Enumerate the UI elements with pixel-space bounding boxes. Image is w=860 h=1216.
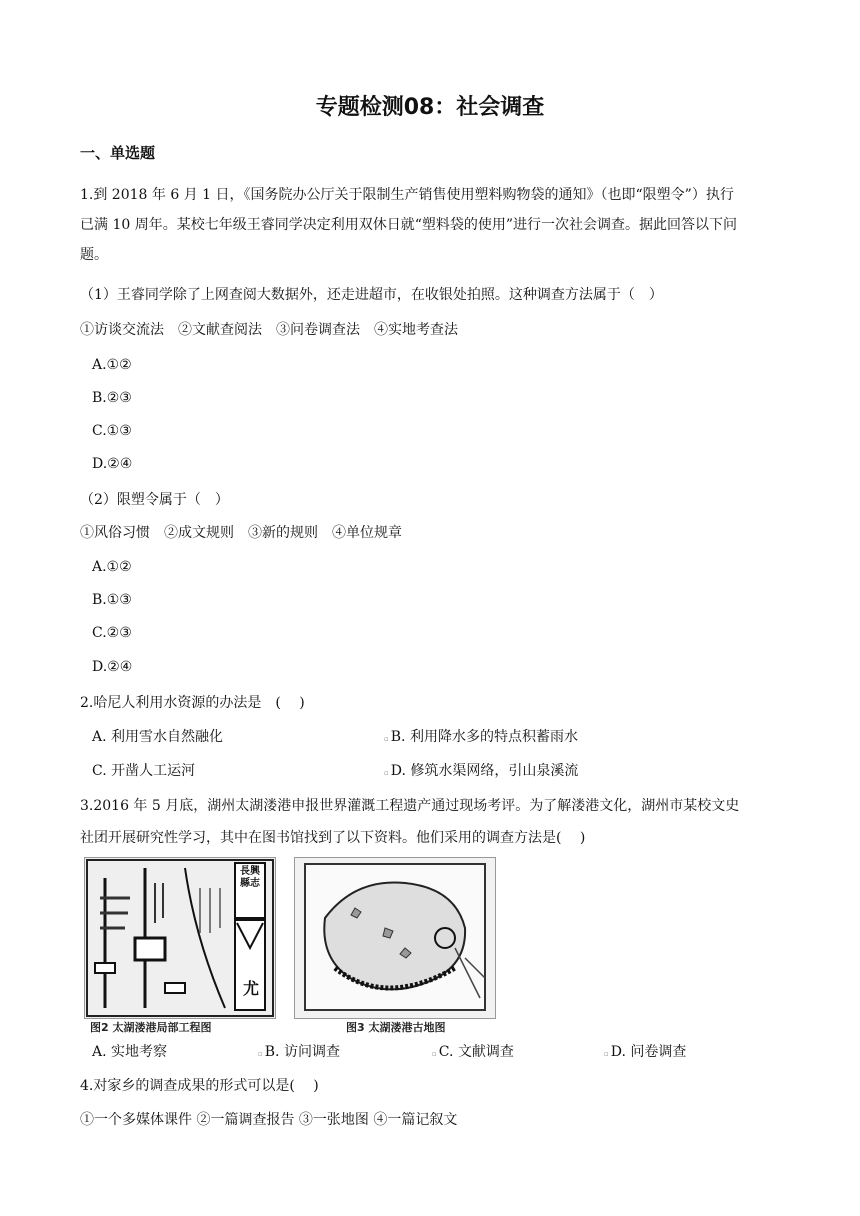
q1-sub2-stem: （2）限塑令属于（ ） [80,492,229,508]
q3-option-d[interactable] [604,1042,686,1064]
q1-sub1-option-b[interactable]: B.②③ [92,390,132,406]
q1-sub2-option-b[interactable]: B.①③ [92,592,132,608]
q2-stem: 2.哈尼人利用水资源的办法是 ( ) [80,695,305,711]
q1-sub2-option-d[interactable]: D.②④ [92,659,133,675]
lake-map-icon [295,858,495,1018]
q1-sub1-option-d[interactable]: D.②④ [92,456,133,472]
q1-sub2-items: ①风俗习惯 ②成文规则 ③新的规则 ④单位规章 [80,525,402,541]
q2-option-b[interactable] [384,727,578,749]
figure-2-glyph: 尤 [243,979,260,998]
q3-stem-line1: 3.2016 年 5 月底，湖州太湖溇港申报世界灌溉工程遗产通过现场考评。为了解溇港文化，湖州市某校文史 [80,798,740,814]
q1-sub2-option-a[interactable]: A.①② [92,559,132,575]
q1-sub1-option-a[interactable]: A.①② [92,357,132,373]
q1-stem-line2: 已满 10 周年。某校七年级王睿同学决定利用双休日就“塑料袋的使用”进行一次社会调查。据此回答以下问 [80,217,738,233]
q3-option-b-label: B. 访问调查 [264,1044,340,1060]
q1-sub1-option-c[interactable]: C.①③ [92,423,132,439]
figure-3-ancient-map [294,857,496,1019]
q2-option-a[interactable]: A. 利用雪水自然融化 [92,729,224,745]
q3-option-c-label: C. 文献调查 [438,1044,514,1060]
q1-sub1-stem: （1）王睿同学除了上网查阅大数据外，还走进超市，在收银处拍照。这种调查方法属于（ ） [80,287,663,303]
county-gazette-stamp: 長興縣志 [240,866,260,889]
q1-sub2-option-c[interactable]: C.②③ [92,625,132,641]
q1-sub1-items: ①访谈交流法 ②文献查阅法 ③问卷调查法 ④实地考查法 [80,322,458,338]
q4-stem: 4.对家乡的调查成果的形式可以是( ) [80,1078,319,1094]
q2-option-b-label: B. 利用降水多的特点积蓄雨水 [390,729,578,745]
q3-option-a[interactable]: A. 实地考察 [92,1044,168,1060]
q2-option-d-label: D. 修筑水渠网络，引山泉溪流 [390,763,579,779]
q2-option-c[interactable]: C. 开凿人工运河 [92,763,196,779]
page-title: 专题检测08：社会调查 [315,95,545,120]
bullet-mark-icon: ▫ [432,1050,437,1058]
bullet-mark-icon: ▫ [384,769,389,777]
q2-option-d[interactable] [384,761,578,783]
bullet-mark-icon: ▫ [604,1050,609,1058]
q3-option-d-label: D. 问卷调查 [610,1044,687,1060]
q3-option-c[interactable] [432,1042,514,1064]
q3-stem-line2: 社团开展研究性学习，其中在图书馆找到了以下资料。他们采用的调查方法是( ) [80,830,586,846]
figure-2-engineering-drawing [84,857,276,1019]
bullet-mark-icon: ▫ [258,1050,263,1058]
bullet-mark-icon: ▫ [384,735,389,743]
q1-stem-line1: 1.到 2018 年 6 月 1 日，《国务院办公厅关于限制生产销售使用塑料购物袋的通知》（也即“限塑令”）执行 [80,187,734,203]
figure-2-caption: 图2 太湖溇港局部工程图 [90,1021,212,1034]
figure-3-caption: 图3 太湖溇港古地图 [346,1021,446,1034]
section-heading-single-choice: 一、单选题 [80,144,156,162]
q4-items: ①一个多媒体课件 ②一篇调查报告 ③一张地图 ④一篇记叙文 [80,1112,458,1128]
q1-stem-line3: 题。 [80,247,108,263]
q3-option-b[interactable] [258,1042,340,1064]
